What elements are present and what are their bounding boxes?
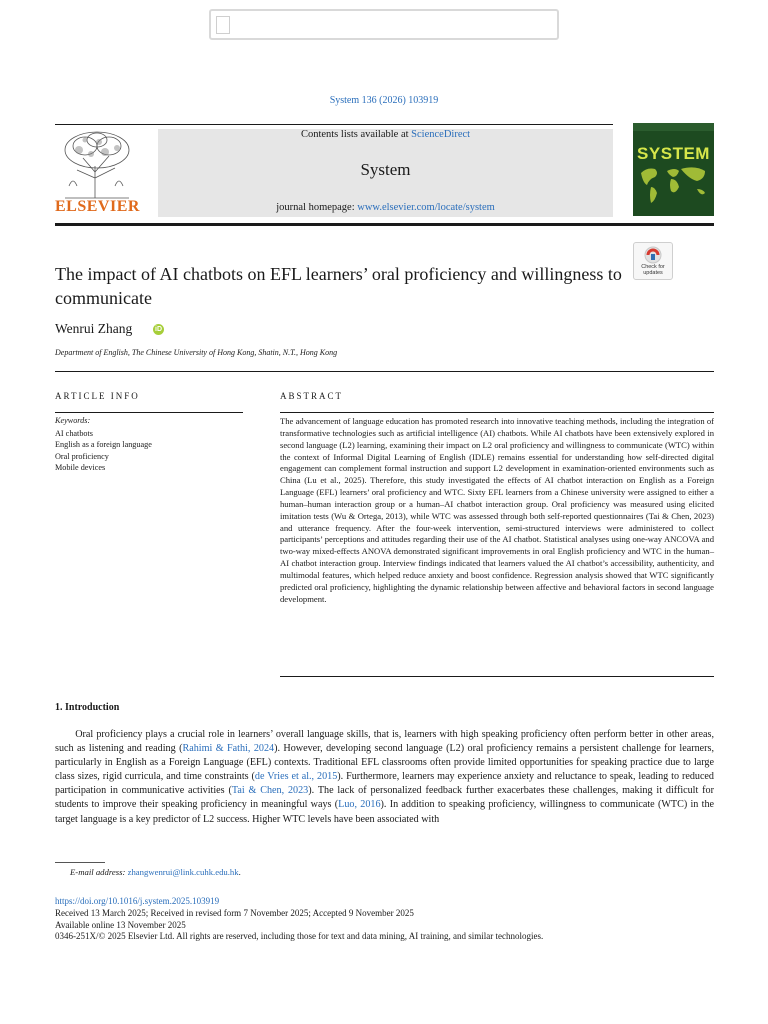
article-info-heading: ARTICLE INFO (55, 391, 140, 401)
article-footer (55, 896, 543, 943)
copyright-notice: 0346-251X/© 2025 Elsevier Ltd. All rights are reserved, including those for text and data mining, AI training, and similar technologies. (55, 931, 544, 942)
keywords-list (55, 428, 152, 473)
email-footnote (70, 867, 241, 877)
affiliation-rule (55, 371, 714, 372)
cover-title: SYSTEM (637, 144, 710, 163)
author-name[interactable]: Wenrui Zhang (55, 321, 133, 336)
keyword-item: Mobile devices (55, 462, 106, 472)
homepage-link[interactable]: www.elsevier.com/locate/system (357, 202, 495, 213)
homepage-prefix: journal homepage: (276, 202, 358, 213)
author-affiliation: Department of English, The Chinese University of Hong Kong, Shatin, N.T., Hong Kong (55, 348, 338, 357)
reference-link[interactable]: Rahimi & Fathi, 2024 (182, 743, 275, 755)
contents-prefix: Contents lists available at (300, 129, 412, 140)
intro-text-part: ). The lack of personalized feedback further exacerbates these challenges, making it difficult for students to improve their speaking proficiency in meaningful ways ( (55, 785, 714, 811)
journal-homepage (158, 202, 613, 213)
keyword-item: AI chatbots (55, 429, 93, 438)
reference-link[interactable]: Tai & Chen, 2023 (231, 785, 309, 797)
sciencedirect-link[interactable]: ScienceDirect (411, 129, 471, 140)
introduction-heading: 1. Introduction (55, 702, 120, 713)
check-updates-icon (634, 243, 672, 265)
keyword-item: English as a foreign language (55, 440, 152, 450)
article-info-rule (55, 412, 243, 413)
top-banner-box (209, 9, 559, 40)
elsevier-tree-icon (55, 128, 139, 200)
intro-text-part: ). In addition to speaking proficiency, willingness to communicate (WTC) in the target language is a key predictor of L2 success. Higher WTC levels have been associated with (55, 799, 715, 825)
abstract-rule (280, 412, 714, 413)
email-label: E-mail address: (70, 867, 126, 877)
available-online: Available online 13 November 2025 (55, 919, 186, 930)
intro-text-part: ). However, developing second language (L2) oral proficiency remains a persistent challenge for learners, particularly in English as a Foreign Language (EFL) contexts. Traditional EFL classrooms often provide limited opportunities for speaking practice due to large class sizes, rigid curricula, and time constraints ( (55, 743, 714, 783)
article-title: The impact of AI chatbots on EFL learners’ oral proficiency and willingness to communicate (55, 264, 622, 308)
header-top-rule (55, 124, 613, 125)
journal-cover[interactable] (633, 123, 714, 216)
intro-text-part: ). Furthermore, learners may experience anxiety and reluctance to speak, leading to reduced participation in communicative activities ( (55, 771, 714, 797)
email-link[interactable]: zhangwenrui@link.cuhk.edu.hk (127, 867, 239, 877)
intro-text-part: Oral proficiency plays a crucial role in learners’ overall language skills, that is, learners with high speaking proficiency often perform better in other areas, such as listening and reading ( (55, 729, 714, 755)
doi-link[interactable]: https://doi.org/10.1016/j.system.2025.103919 (55, 896, 220, 906)
footnote-rule (55, 862, 105, 863)
journal-citation[interactable]: System 136 (2026) 103919 (329, 95, 439, 106)
world-map-icon (633, 123, 714, 216)
reference-link[interactable]: de Vries et al., 2015 (254, 771, 338, 783)
keyword-item: Oral proficiency (55, 451, 109, 461)
footnote-end: . (238, 867, 241, 877)
abstract-text: The advancement of language education has promoted research into innovative teaching methods, including the integration of transformative technologies such as artificial intelligence (AI) chatbots. While AI chatbots have been extensively explored in second language (L2) learning, examining their impact on L2 oral proficiency and willingness to communicate (WTC) within the context of Informal Digital Learning of English (IDLE) remains essential for understanding how self-directed digital engagement can complement formal instruction and support L2 development in examination-oriented environments such as China (Lu et al., 2025). Therefore, this study investigated the effects of AI chatbot interaction on English as a Foreign Language (EFL) learners’ oral proficiency and WTC. Sixty EFL learners from a Chinese university were assigned to either a human–human interaction group or a human–AI chatbot interaction group. Oral proficiency was measured using elicited imitation tests (Wu & Ortega, 2013), while WTC was assessed through both self-reported questionnaires (Tai & Chen, 2023) and utterance frequency. After the four-week intervention, semi-structured interviews were administered to collect participants’ perceptions and attitudes regarding their use of the AI chatbot. Statistical analyses using one-way ANCOVA and two-way mixed-effects ANOVA demonstrated significant improvements in oral English proficiency and WTC in the human–AI chatbot interaction group. Interview findings indicated that learners valued the AI chatbot’s accessibility, authenticity, and multimodal features, which helped reduce anxiety and boost confidence. Regression analysis showed that WTC significantly predicted oral proficiency, highlighting the dynamic relationship between affective and behavioral factors in second language development. (280, 416, 714, 604)
keywords-label: Keywords: (55, 416, 91, 425)
abstract-bottom-rule (280, 676, 714, 677)
elsevier-wordmark[interactable]: ELSEVIER (55, 198, 140, 215)
received-dates: Received 13 March 2025; Received in revised form 7 November 2025; Accepted 9 November 2025 (55, 907, 414, 918)
reference-link[interactable]: Luo, 2016 (338, 799, 381, 811)
abstract-heading: ABSTRACT (280, 391, 344, 401)
introduction-paragraph (55, 728, 714, 827)
orcid-icon[interactable]: iD (155, 326, 162, 333)
journal-name: System (360, 160, 411, 179)
check-updates-label: Check for updates (641, 264, 665, 276)
banner-image-icon (216, 16, 230, 34)
contents-availability (158, 129, 613, 140)
header-bottom-rule (55, 223, 714, 226)
